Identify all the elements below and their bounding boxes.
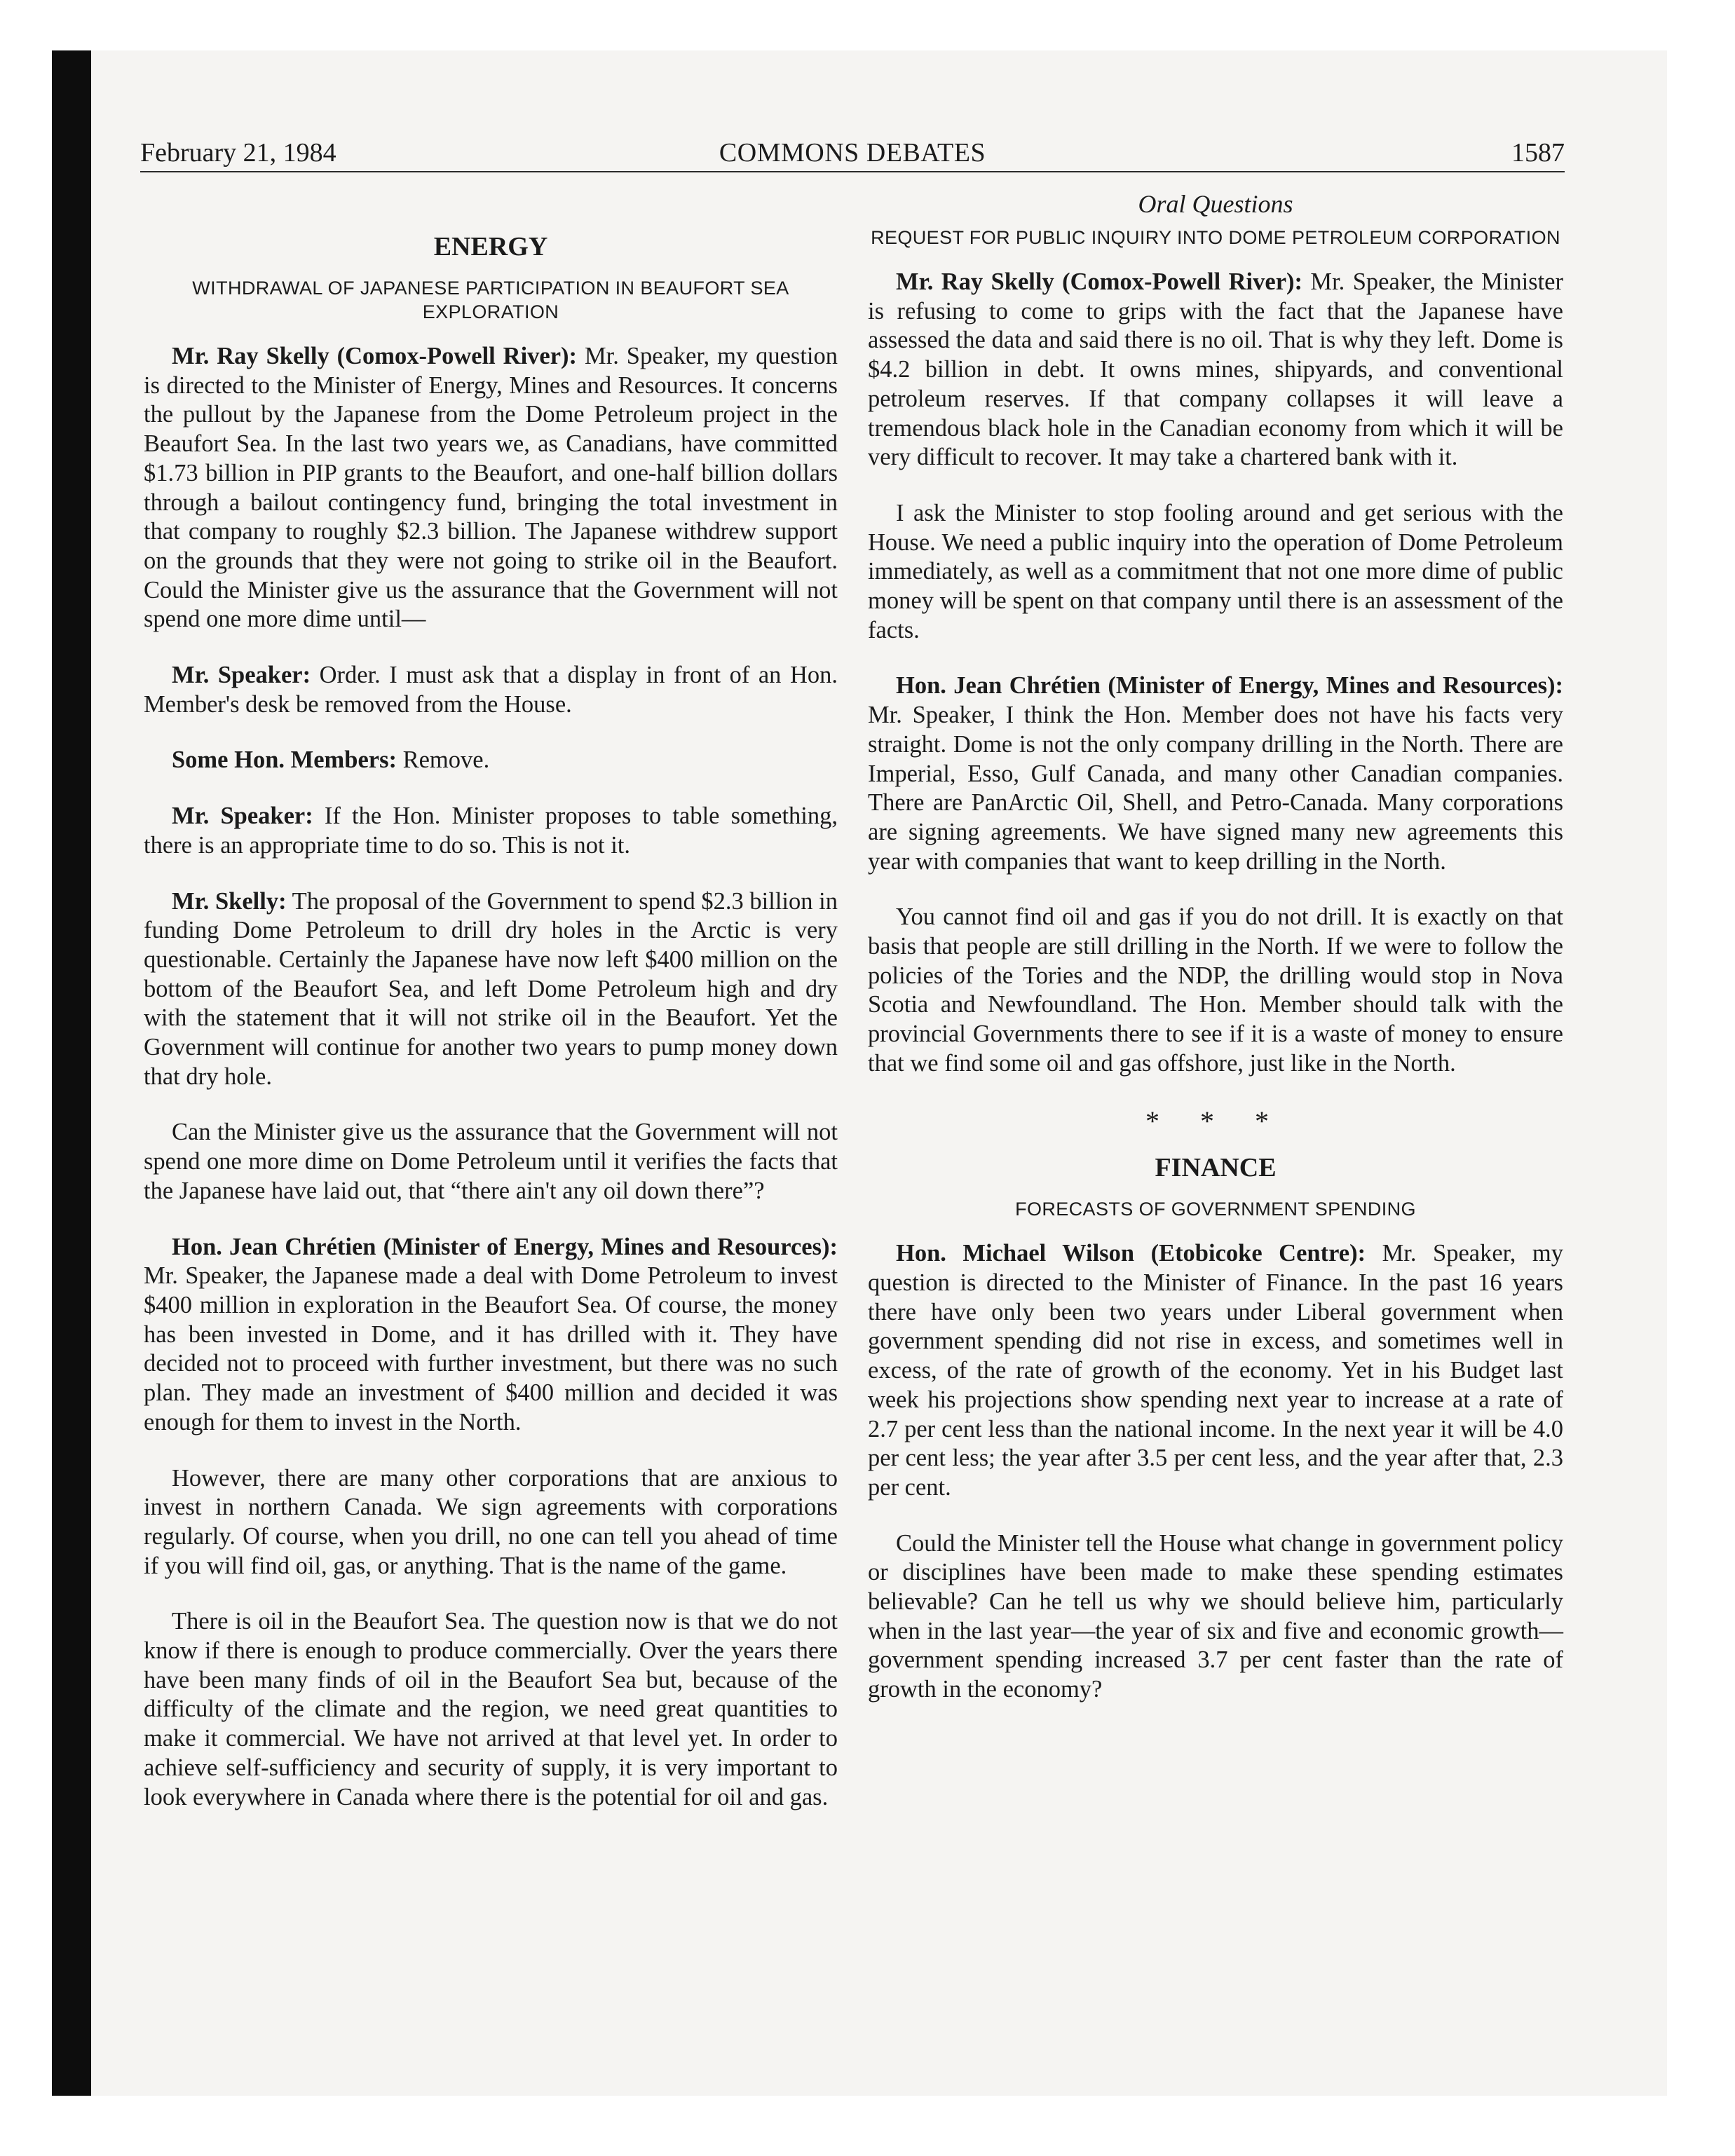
paragraph [144, 746, 838, 775]
speaker-name: Mr. Skelly: [172, 887, 287, 915]
header-date: February 21, 1984 [140, 138, 336, 168]
paragraph [868, 903, 1563, 1078]
page-header [140, 135, 1565, 172]
paragraph [144, 802, 838, 860]
right-column [868, 188, 1563, 1705]
subhead: WITHDRAWAL OF JAPANESE PARTICIPATION IN BEAUFORT SEA EXPLORATION [192, 278, 789, 322]
speaker-name: Mr. Ray Skelly (Comox-Powell River): [896, 268, 1302, 295]
speaker-name: Hon. Jean Chrétien (Minister of Energy, Mines and Resources): [896, 672, 1563, 700]
paragraph-text: However, there are many other corporations that are anxious to invest in northern Canada. We sign agreements with corporations regularly. Of course, when you drill, no one can tell you ahead of time if you will find oil, gas, or anything. That is the name of the game. [144, 1464, 838, 1579]
paragraph [868, 1529, 1563, 1705]
paragraph-text: Mr. Speaker, my question is directed to the Minister of Finance. In the past 16 years there have only been two years under Liberal government when government spending did not rise in excess, and sometimes well in excess, of the rate of growth of the economy. Yet in his Budget last week his projections show spending next year to increase at a rate of 2.7 per cent less than the national income. In the next year it will be 4.0 per cent less; the year after 3.5 per cent less, and the year after that, 2.3 per cent. [868, 1240, 1563, 1501]
paragraph-text: Remove. [396, 746, 490, 774]
paragraph-text: There is oil in the Beaufort Sea. The question now is that we do not know if there is enough to produce commercially. Over the years there have been many finds of oil in the Beaufort Sea but, because of the difficulty of the climate and the region, we need great quantities to make it commercial. We have not arrived at that level yet. In order to achieve self-sufficiency and security of supply, it is very important to look everywhere in Canada where there is the potential for oil and gas. [144, 1608, 838, 1810]
speaker-name: Mr. Speaker: [172, 662, 311, 689]
paragraph [144, 1233, 838, 1438]
paragraph-text: Mr. Speaker, I think the Hon. Member does not have his facts very straight. Dome is not the only company drilling in the North. There are Imperial, Esso, Gulf Canada, and many other Canadian companies. There are PanArctic Oil, Shell, and Petro-Canada. Many corporations are signing agreements. We have signed many new agreements this year with companies that want to keep drilling in the North. [868, 702, 1563, 875]
paragraph [868, 671, 1563, 876]
paragraph [144, 1464, 838, 1581]
speaker-name: Some Hon. Members: [172, 746, 397, 774]
left-column [144, 188, 838, 1812]
paragraph [144, 342, 838, 634]
rubric: Oral Questions [1138, 190, 1293, 218]
paragraph-text: The proposal of the Government to spend $2.3 billion in funding Dome Petroleum to drill dry holes in the Arctic is very questionable. Certainly the Japanese have now left $400 million on the bottom of the Beaufort Sea, and left Dome Petroleum high and dry with the statement that it will not strike oil in the Beaufort. Yet the Government will continue for another two years to pump money down that dry hole. [144, 887, 838, 1090]
paragraph-text: You cannot find oil and gas if you do not drill. It is exactly on that basis that people are still drilling in the North. If we were to follow the policies of the Tories and the NDP, the drilling would stop in Nova Scotia and Newfoundland. The Hon. Member should talk with the provincial Governments there to see if it is a waste of money to ensure that we find some oil and gas offshore, just like in the North. [868, 903, 1563, 1077]
header-title: COMMONS DEBATES [719, 138, 986, 168]
right-paragraphs-2 [868, 1239, 1563, 1705]
paragraph-text: I ask the Minister to stop fooling around and get serious with the House. We need a public inquiry into the operation of Dome Petroleum immediately, as well as a commitment that not one more dime of public money will be spent on that company until there is an assessment of the facts. [868, 499, 1563, 643]
right-paragraphs-1 [868, 268, 1563, 1079]
paragraph-text: If the Hon. Minister proposes to table something, there is an appropriate time to do so. This is not it. [144, 803, 838, 859]
subhead: REQUEST FOR PUBLIC INQUIRY INTO DOME PETROLEUM CORPORATION [871, 227, 1560, 248]
paragraph-text: Mr. Speaker, my question is directed to the Minister of Energy, Mines and Resources. It concerns the pullout by the Japanese from the Dome Petroleum project in the Beaufort Sea. In the last two years we, as Canadians, have committed $1.73 billion in PIP grants to the Beaufort, and one-half billion dollars through a bailout contingency fund, bringing the total investment in that company to roughly $2.3 billion. The Japanese withdrew support on the grounds that they were not going to strike oil in the Beaufort. Could the Minister give us the assurance that the Government will not spend one more dime until— [144, 343, 838, 633]
paragraph-text: Can the Minister give us the assurance that the Government will not spend one more dime on Dome Petroleum until it verifies the facts that the Japanese have laid out, that “there ain't any oil down there”? [144, 1119, 838, 1204]
paragraph [868, 499, 1563, 646]
separator: * * * [1145, 1105, 1286, 1137]
paragraph-text: Mr. Speaker, the Japanese made a deal with Dome Petroleum to invest $400 million in exploration in the Beaufort Sea. Of course, the money has been invested in Dome, and it has drilled with it. They have decided not to proceed with further investment, but there was no such plan. They made an investment of $400 million and decided it was enough for them to invest in the North. [144, 1262, 838, 1435]
speaker-name: Hon. Michael Wilson (Etobicoke Centre): [896, 1240, 1366, 1267]
paragraph [868, 268, 1563, 472]
subhead: FORECASTS OF GOVERNMENT SPENDING [1015, 1199, 1416, 1220]
paragraph [144, 1607, 838, 1812]
section-title: ENERGY [433, 232, 548, 261]
paragraph-text: Mr. Speaker, the Minister is refusing to come to grips with the fact that the Japanese have assessed the data and said there is no oil. That is why they left. Dome is $4.2 billion in debt. It owns mines, shipyards, and conventional petroleum reserves. If that company collapses it will leave a tremendous black hole in the Canadian economy from which it will be very difficult to recover. It may take a chartered bank with it. [868, 268, 1563, 471]
paragraph [868, 1239, 1563, 1502]
section-title: FINANCE [1155, 1153, 1277, 1183]
speaker-name: Mr. Ray Skelly (Comox-Powell River): [172, 343, 578, 369]
paragraph [144, 887, 838, 1092]
header-page-number: 1587 [1511, 138, 1565, 168]
speaker-name: Hon. Jean Chrétien (Minister of Energy, Mines and Resources): [172, 1233, 838, 1260]
paragraph-text: Could the Minister tell the House what change in government policy or disciplines have been made to make these spending estimates believable? Can he tell us why we should believe him, particularly when in the last year—the year of six and five and economic growth—government spending increased 3.7 per cent faster than the rate of growth in the economy? [868, 1529, 1563, 1703]
paragraph-text: Order. I must ask that a display in front of an Hon. Member's desk be removed from the House. [144, 662, 838, 718]
paragraph [144, 661, 838, 719]
paragraph [144, 1118, 838, 1206]
left-paragraphs [144, 342, 838, 1812]
scan-edge [52, 50, 91, 2096]
speaker-name: Mr. Speaker: [172, 803, 313, 830]
